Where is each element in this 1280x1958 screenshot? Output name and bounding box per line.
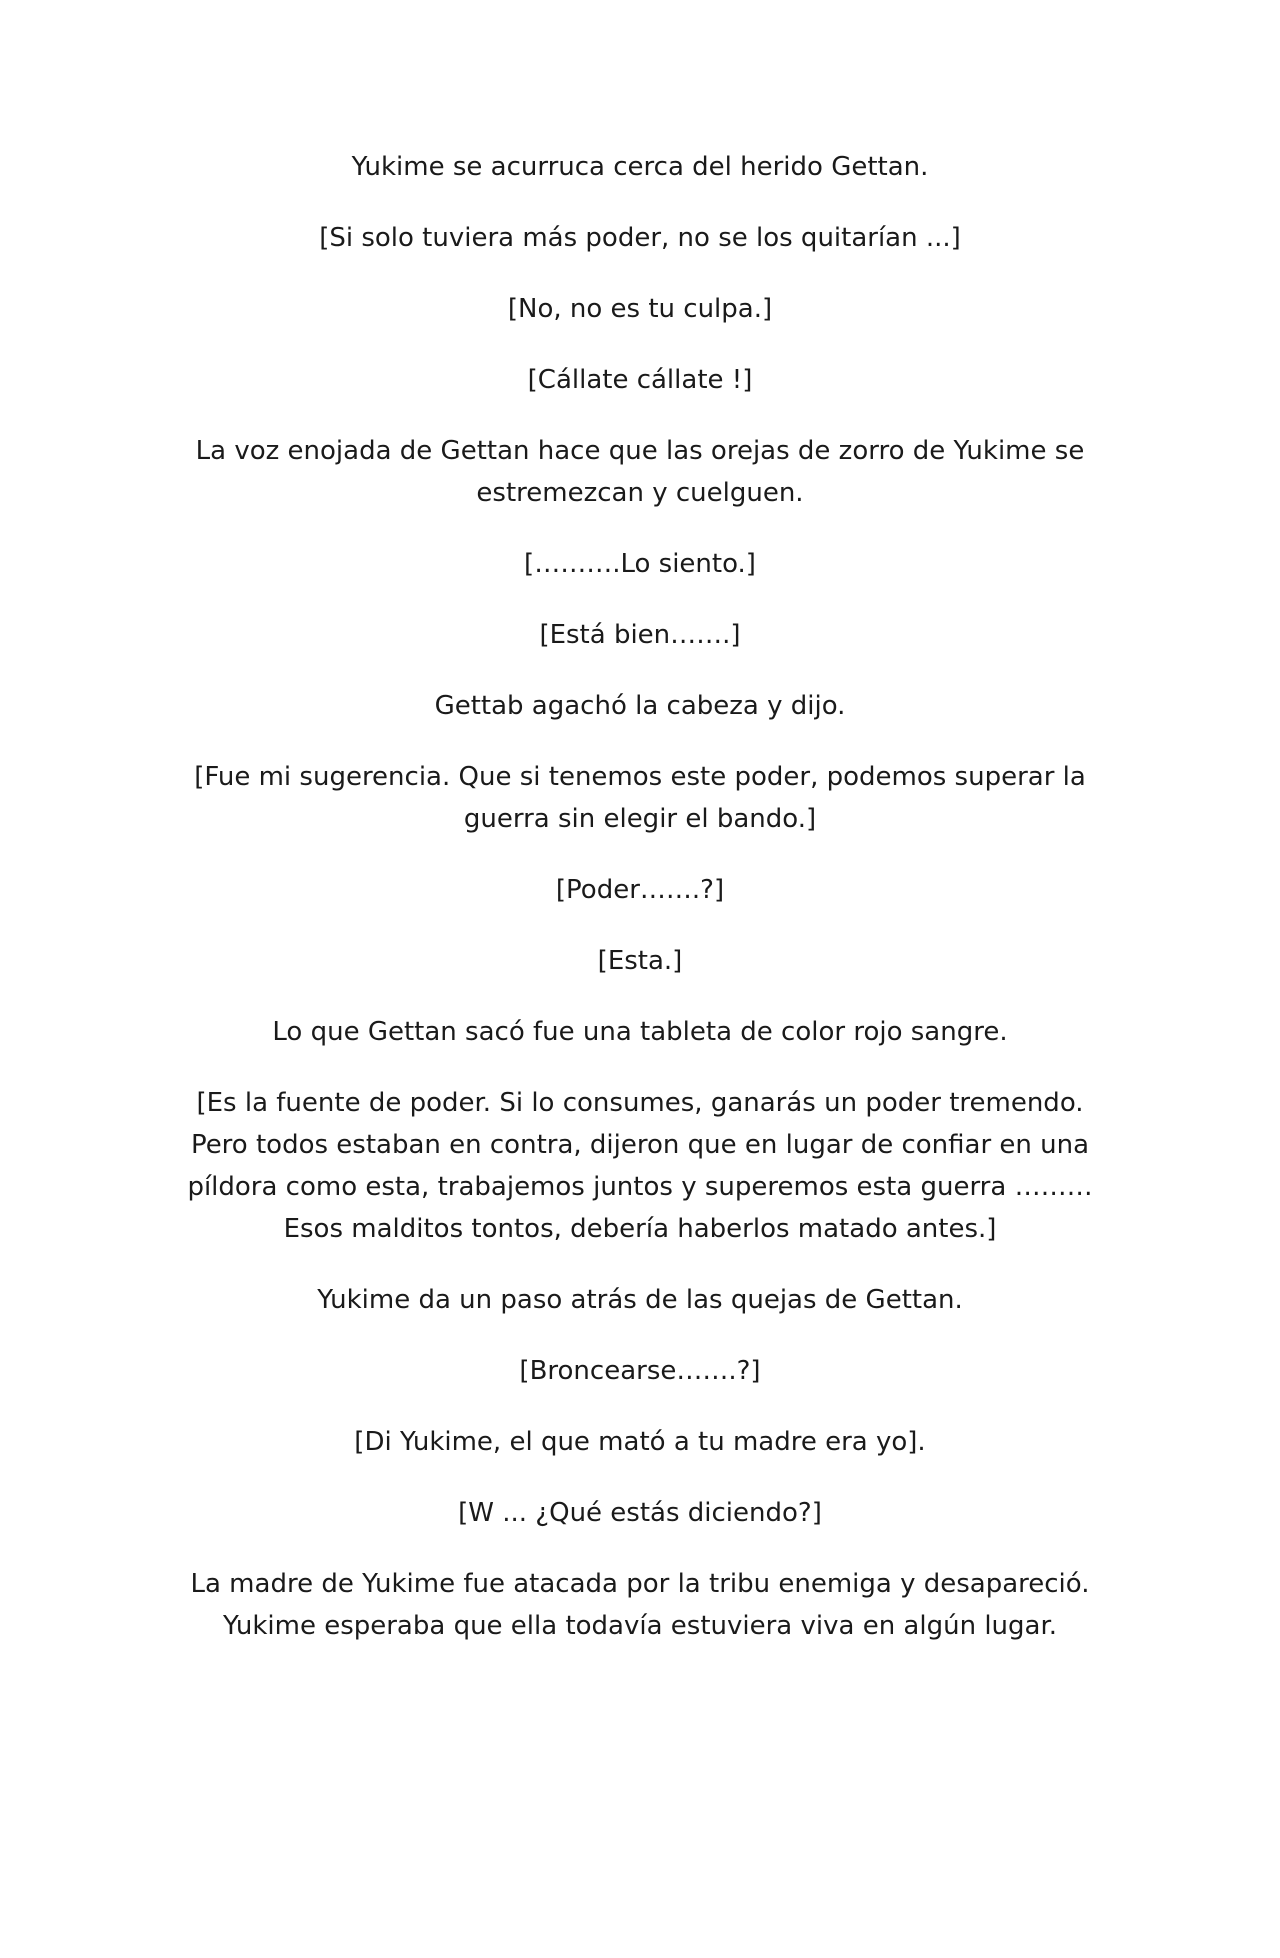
paragraph: [Si solo tuviera más poder, no se los quitarían ...] (319, 223, 961, 253)
paragraph: [W ... ¿Qué estás diciendo?] (458, 1498, 822, 1528)
paragraph: [……….Lo siento.] (524, 549, 756, 579)
paragraph: [Broncearse…….?] (519, 1356, 761, 1386)
paragraph: [Es la fuente de poder. Si lo consumes, ganarás un poder tremendo. Pero todos estaban en contra, dijeron que en lugar de confiar en una píldora como esta, trabajemos juntos y superemos esta guerra ……… Esos malditos tontos, debería haberlos matado antes.] (187, 1088, 1093, 1244)
paragraph: Lo que Gettan sacó fue una tableta de color rojo sangre. (272, 1017, 1008, 1047)
paragraph: [Poder…….?] (555, 875, 725, 905)
paragraph: [Esta.] (597, 946, 683, 976)
paragraph: [No, no es tu culpa.] (507, 294, 773, 324)
paragraph: [Fue mi sugerencia. Que si tenemos este poder, podemos superar la guerra sin elegir el bando.] (194, 762, 1086, 834)
paragraph: Gettab agachó la cabeza y dijo. (434, 691, 846, 721)
paragraph: La voz enojada de Gettan hace que las orejas de zorro de Yukime se estremezcan y cuelguen. (195, 436, 1085, 508)
text-column (170, 146, 1110, 1647)
paragraph: La madre de Yukime fue atacada por la tribu enemiga y desapareció. Yukime esperaba que ella todavía estuviera viva en algún lugar. (190, 1569, 1090, 1641)
paragraph: [Di Yukime, el que mató a tu madre era yo]. (354, 1427, 926, 1457)
paragraph: [Está bien…….] (539, 620, 741, 650)
paragraph: Yukime da un paso atrás de las quejas de Gettan. (317, 1285, 963, 1315)
paragraph: Yukime se acurruca cerca del herido Gettan. (351, 152, 929, 182)
paragraph: [Cállate cállate !] (527, 365, 753, 395)
